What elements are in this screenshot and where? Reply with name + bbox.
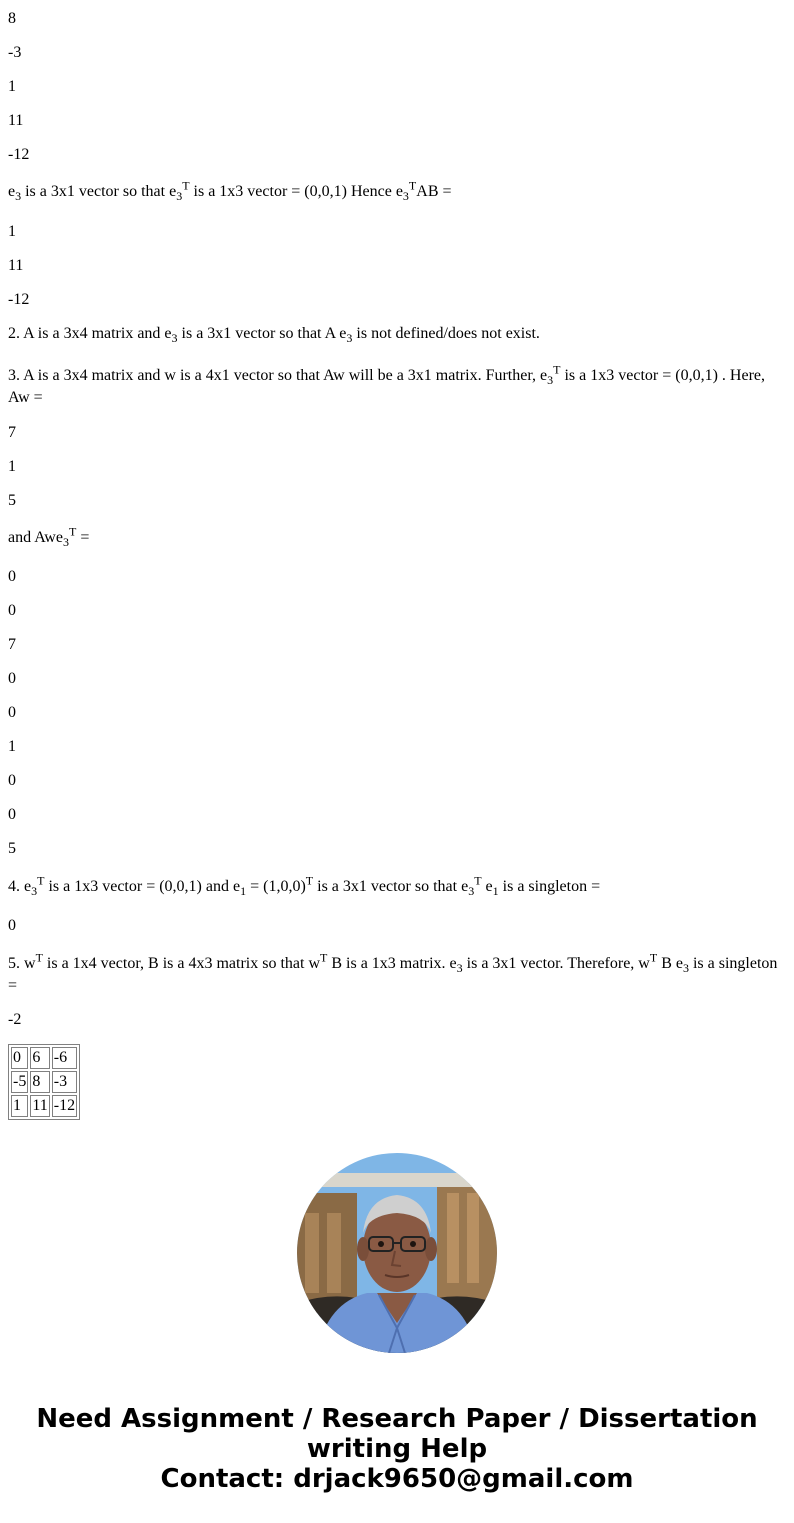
tutor-photo-icon: [297, 1153, 497, 1353]
table-cell: 0: [11, 1047, 28, 1069]
value-line: 8: [8, 10, 16, 27]
explanation-sentence: $e_3$ is a 3x1 vector so that $e_3^T$ is a 1x3 vector = (0,0,1) Hence $e_3^TAB$ =: [8, 178, 452, 204]
value-line: 0: [8, 917, 16, 934]
value-line: 11: [8, 257, 24, 274]
value-line: 7: [8, 636, 16, 653]
value-line: 11: [8, 112, 24, 129]
table-cell: -6: [52, 1047, 77, 1069]
value-line: 5: [8, 840, 16, 857]
value-line: 0: [8, 568, 16, 585]
explanation-sentence: 2. A is a 3x4 matrix and $e_3$ is a 3x1 vector so that A $e_3$ is not defined/does not exist.: [8, 325, 540, 346]
promo-line: writing Help: [306, 1434, 488, 1464]
table-cell: 8: [30, 1071, 49, 1093]
value-line: -2: [8, 1011, 22, 1028]
table-cell: 6: [30, 1047, 49, 1069]
value-line: 1: [8, 738, 16, 755]
table-row: [11, 1047, 77, 1069]
table-row: [11, 1071, 77, 1093]
promo-contact: Contact: drjack9650@gmail.com: [160, 1464, 634, 1494]
explanation-sentence: 3. A is a 3x4 matrix and w is a 4x1 vector so that Aw will be a 3x1 matrix. Further, $e_3^T$ is a 1x3 vector = (0,0,1) . Here, Aw =: [8, 362, 765, 406]
value-line: 0: [8, 670, 16, 687]
promo-line: Need Assignment / Research Paper / Dissertation: [36, 1404, 758, 1434]
result-matrix-table: [8, 1044, 80, 1120]
promo-banner: [0, 1404, 794, 1494]
table-cell: -5: [11, 1071, 28, 1093]
value-line: 5: [8, 492, 16, 509]
value-line: 1: [8, 458, 16, 475]
value-line: 0: [8, 602, 16, 619]
value-line: 1: [8, 78, 16, 95]
table-row: [11, 1095, 77, 1117]
value-line: -12: [8, 146, 30, 163]
value-line: 0: [8, 806, 16, 823]
table-cell: 1: [11, 1095, 28, 1117]
table-cell: -12: [52, 1095, 77, 1117]
value-line: 7: [8, 424, 16, 441]
value-line: 0: [8, 704, 16, 721]
value-line: -12: [8, 291, 30, 308]
table-cell: -3: [52, 1071, 77, 1093]
explanation-sentence: 5. $w^T$ is a 1x4 vector, B is a 4x3 matrix so that $w^T$ B is a 1x3 matrix. $e_3$ is a 3x1 vector. Therefore, $w^T$ B $e_3$ is a singleton =: [8, 950, 778, 994]
value-line: 1: [8, 223, 16, 240]
explanation-sentence: 4. $e_3^T$ is a 1x3 vector = (0,0,1) and $e_1 = (1,0,0)^T$ is a 3x1 vector so that $e_3^T$ $e_1$ is a singleton =: [8, 873, 601, 899]
value-line: 0: [8, 772, 16, 789]
explanation-sentence: and Awe$_3^T$ =: [8, 524, 90, 550]
value-line: -3: [8, 44, 22, 61]
tutor-photo: [297, 1153, 497, 1353]
table-cell: 11: [30, 1095, 49, 1117]
